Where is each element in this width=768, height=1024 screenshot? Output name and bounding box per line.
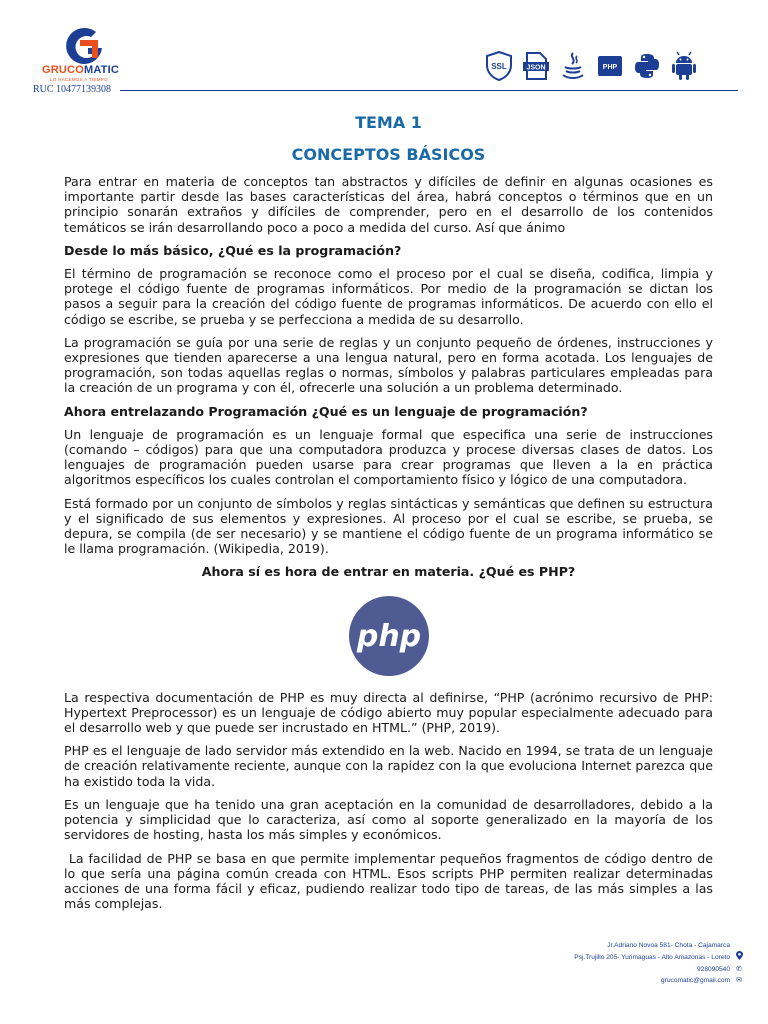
php-badge-label: PHP (602, 64, 618, 71)
section-heading-programming: Desde lo más básico, ¿Qué es la programación? (64, 242, 402, 258)
section-heading-language: Ahora entrelazando Programación ¿Qué es un lenguaje de programación? (64, 403, 588, 419)
ruc-number: RUC 10477139308 (33, 84, 112, 95)
address-yurimaguas: Psj.Trujillo 205- Yurimaguas - Alto Amazonas - Loreto (574, 954, 730, 961)
footer-address-1 (574, 940, 744, 951)
document-subtitle: CONCEPTOS BÁSICOS (291, 145, 486, 164)
paragraph-language-structure: Está formado por un conjunto de símbolos y reglas sintácticas y semánticas que definen su estructura y el significado de sus elementos y expresiones. Al proceso por el cual se escribe, se prueba, se depura, se compila (de ser necesario) y se mantiene el código fuente de un programa informático se le llama programación. (Wikipedia, 2019). (64, 495, 713, 557)
email-icon: ✉ (736, 977, 742, 984)
paragraph-php-ease: La facilidad de PHP se basa en que permite implementar pequeños fragmentos de código dentro de lo que sería una página común creada con HTML. Esos scripts PHP permiten realizar determinadas acciones de una forma fácil y eficaz, pudiendo realizar todo tipo de tareas, de las más simples a las más complejas. (64, 850, 718, 912)
address-chota: Jr.Adriano Novoa 581- Chota - Cajamarca (607, 942, 730, 949)
json-label: JSON (526, 64, 546, 72)
location-icon (734, 951, 744, 964)
grucomatic-g-icon (58, 24, 110, 68)
company-logo (36, 24, 136, 84)
paragraph-php-community: Es un lenguaje que ha tenido una gran aceptación en la comunidad de desarrolladores, debido a la potencia y simplicidad que lo caracteriza, así como al soporte generalizado en la mayoría de los servidores de hosting, hasta los más simples y económicos. (64, 796, 713, 843)
paragraph-php-server: PHP es el lenguaje de lado servidor más extendido en la web. Nacido en 1994, se trata de un lenguaje de creación relativamente reciente, aunque con la rapidez con la que evoluciona Internet parezca que ha existido toda la vida. (64, 743, 713, 789)
footer-contact (574, 940, 744, 986)
android-icon (669, 50, 699, 82)
paragraph-programming-rules: La programación se guía por una serie de reglas y un conjunto pequeño de órdenes, instrucciones y expresiones que tienden aparecerse a una lengua natural, pero en forma acotada. Los lenguajes de programación, son todas aquellas reglas o normas, símbolos y palabras particulares empleadas para la creación de un programa y con él, ofrecerle una solución a un problema determinado. (64, 334, 713, 396)
php-badge-icon (595, 50, 625, 82)
header-divider (120, 90, 738, 91)
paragraph-programming-definition: El término de programación se reconoce como el proceso por el cual se diseña, codifica, limpia y protege el código fuente de programas informáticos. Por medio de la programación se dictan los pasos a seguir para la creación del código fuente de programas informáticos. De acuerdo con ello el código se escribe, se prueba y se perfecciona a medida de su desarrollo. (64, 266, 713, 327)
footer-address-2 (574, 951, 744, 964)
brand-tagline: LO HACEMOS A TIEMPO (50, 77, 108, 82)
footer-email[interactable] (574, 975, 744, 986)
java-icon (558, 50, 588, 82)
document-title: TEMA 1 (355, 113, 422, 132)
email-address[interactable]: grucomatic@gmail.com (661, 977, 730, 984)
python-icon (632, 50, 662, 82)
json-icon (521, 50, 551, 82)
document-body (64, 112, 718, 919)
brand-name: GRUCOMATIC (42, 64, 119, 76)
footer-phone (574, 964, 744, 975)
section-heading-php: Ahora sí es hora de entrar en materia. ¿Qué es PHP? (201, 564, 576, 580)
php-logo-icon (346, 596, 432, 676)
ssl-icon (484, 50, 514, 82)
paragraph-language-definition: Un lenguaje de programación es un lenguaje formal que especifica una serie de instrucciones (comando – códigos) para que una computadora produzca y procese diversas clases de datos. Los lenguajes de programación pueden usarse para crear programas que lleven a la en práctica algoritmos específicos los cuales controlan el comportamiento físico y lógico de una computadora. (64, 426, 713, 488)
intro-paragraph: Para entrar en materia de conceptos tan abstractos y difíciles de definir en algunas ocasiones es importante partir desde las bases características del área, habrá conceptos o términos que en un principio sonarán extraños y difíciles de comprender, pero en el desarrollo de los contenidos temáticos se irán desarrollando poco a poco a medida del curso. Así que ánimo (64, 174, 713, 235)
technology-icons (484, 50, 706, 82)
phone-icon: ✆ (736, 966, 742, 973)
php-logo-text: php (356, 618, 421, 654)
phone-number: 928090540 (696, 966, 730, 973)
ssl-label: SSL (491, 62, 507, 71)
paragraph-php-documentation: La respectiva documentación de PHP es muy directa al definirse, “PHP (acrónimo recursivo de PHP: Hypertext Preprocessor) es un lenguaje de código abierto muy popular especialmente adecuado para el desarrollo web y que puede ser incrustado en HTML.” (PHP, 2019). (64, 689, 713, 736)
